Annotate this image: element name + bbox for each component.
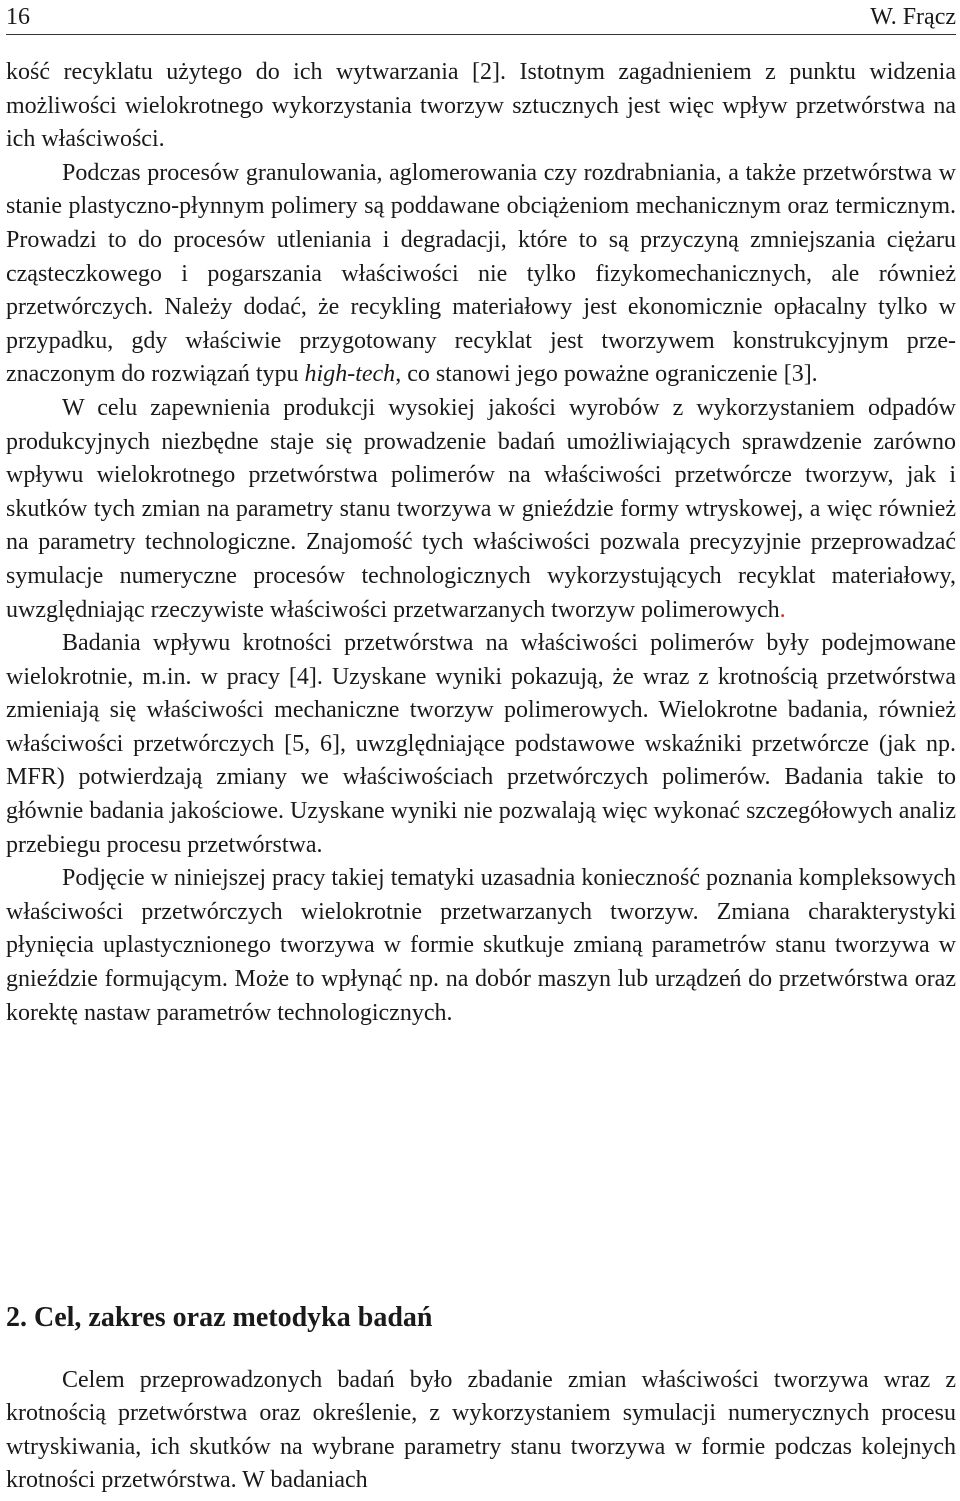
paragraph-continued [6, 56, 956, 157]
paragraph [6, 862, 956, 1030]
section-heading: 2. Cel, zakres oraz metodyka badań [6, 1302, 433, 1333]
paragraph [6, 627, 956, 862]
italic-term: high-tech [304, 361, 396, 388]
paragraph-text: Badania wpływu krotności przetwórstwa na właściwości polimerów były podejmowane wielokrotnie, m.in. w pracy [4]. Uzyskane wyniki pokazują, że wraz z krotnością przetwórstwa zmieniają się właściwości mechaniczne tworzyw polimerowych. Wielokrotne badania, również właściwości przetwórczych [5, 6], uwzględniające podstawowe wskaźniki przetwórcze (jak np. MFR) potwierdzają zmiany we właściwościach przetwórczych polimerów. Badania takie to głównie badania jakościowe. Uzyskane wyniki nie pozwalają więc wykonać szczegółowych analiz przebiegu procesu przetwórstwa. [6, 630, 956, 858]
paragraph [6, 392, 956, 627]
running-author: W. Frącz [870, 4, 956, 30]
paragraph-text: Podczas procesów granulowania, aglomerowania czy rozdrabniania, a także przetwórstwa w stanie plastyczno-płynnym polimery są poddawane obciążeniom mechanicznym oraz termicznym. Prowadzi to do procesów utleniania i degradacji, które to są przyczyną zmniejszania ciężaru cząsteczkowego i pogarszania właściwości nie tylko fizykomechanicznych, ale również przetwórczych. Należy dodać, że recykling materiałowy jest ekonomicznie opłacalny tylko w przypadku, gdy właściwie przygotowany recyklat jest tworzywem konstrukcyjnym przeznaczonym do rozwiązań typu [6, 159, 956, 388]
paragraph-text: Podjęcie w niniejszej pracy takiej tematyki uzasadnia konieczność poznania kompleksowych właściwości przetwórczych wielokrotnie przetwarzanych tworzyw. Zmiana charakterystyki płynięcia uplastycznionego tworzywa w formie skutkuje zmianą parametrów stanu tworzywa w gnieździe formującym. Może to wpłynąć np. na dobór maszyn lub urządzeń do przetwórstwa oraz korektę nastaw parametrów technologicznych. [6, 865, 956, 1026]
paragraph-text: . [779, 596, 786, 623]
section-body [6, 1364, 956, 1498]
paragraph-text: , co stanowi jego poważne ograniczenie [3]. [395, 361, 818, 388]
paragraph-text: Celem przeprowadzonych badań było zbadanie zmian właściwości tworzywa wraz z krotnością przetwórstwa oraz określenie, z wykorzystaniem symulacji numerycznych procesu wtryskiwania, ich skutków na wybrane parametry stanu tworzywa w formie podczas kolejnych krotności przetwórstwa. W badaniach [6, 1367, 956, 1494]
paragraph-text: kość recyklatu użytego do ich wytwarzania [2]. Istotnym zagadnieniem z punktu widzenia możliwości wielokrotnego wykorzystania tworzyw sztucznych jest więc wpływ przetwórstwa na ich właściwości. [6, 59, 956, 153]
body-text [6, 56, 956, 1030]
paragraph [6, 1364, 956, 1498]
running-header [6, 0, 956, 35]
paragraph-text: W celu zapewnienia produkcji wysokiej jakości wyrobów z wykorzystaniem odpadów produkcyjnych niezbędne staje się prowadzenie badań umożliwiających sprawdzenie zarówno wpływu wielokrotnego przetwórstwa polimerów na właściwości przetwórcze tworzyw, jak i skutków tych zmian na parametry stanu tworzywa w gnieździe formy wtryskowej, a więc również na parametry technologiczne. Znajomość tych właściwości pozwala precyzyjnie przeprowadzać symulacje numeryczne procesów technologicznych wykorzystujących recyklat materiałowy, uwzględniając rzeczywiste właściwości przetwarzanych tworzyw polimerowych [6, 394, 956, 623]
page-number: 16 [6, 4, 30, 30]
paragraph [6, 157, 956, 392]
